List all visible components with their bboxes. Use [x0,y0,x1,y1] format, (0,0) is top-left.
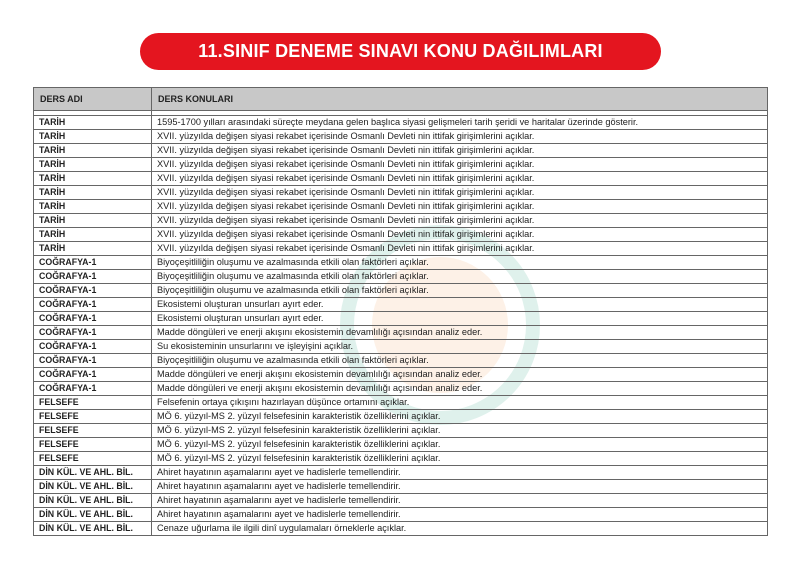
table-row [34,326,768,340]
topic-cell: Cenaze uğurlama ile ilgili dinî uygulamaları örneklerle açıklar. [152,522,768,536]
table-row [34,508,768,522]
topic-cell: XVII. yüzyılda değişen siyasi rekabet içerisinde Osmanlı Devleti nin ittifak girişimlerini açıklar. [152,200,768,214]
subject-cell: COĞRAFYA-1 [34,326,152,340]
topic-cell: MÖ 6. yüzyıl-MS 2. yüzyıl felsefesinin karakteristik özelliklerini açıklar. [152,424,768,438]
table-row [34,340,768,354]
table-row [34,298,768,312]
subject-cell: COĞRAFYA-1 [34,298,152,312]
table-row [34,312,768,326]
header-ders-konulari: DERS KONULARI [152,88,768,111]
topic-cell: Madde döngüleri ve enerji akışını ekosistemin devamlılığı açısından analiz eder. [152,326,768,340]
table-row [34,368,768,382]
table-row [34,200,768,214]
subject-cell: FELSEFE [34,410,152,424]
subject-cell: TARİH [34,144,152,158]
table-row [34,144,768,158]
page-title: 11.SINIF DENEME SINAVI KONU DAĞILIMLARI [140,33,661,70]
topic-cell: MÖ 6. yüzyıl-MS 2. yüzyıl felsefesinin karakteristik özelliklerini açıklar. [152,438,768,452]
subject-cell: COĞRAFYA-1 [34,382,152,396]
subject-cell: COĞRAFYA-1 [34,354,152,368]
subject-cell: COĞRAFYA-1 [34,368,152,382]
topic-cell: Biyoçeşitliliğin oluşumu ve azalmasında etkili olan faktörleri açıklar. [152,256,768,270]
table-row [34,158,768,172]
subject-cell: COĞRAFYA-1 [34,312,152,326]
topic-cell: MÖ 6. yüzyıl-MS 2. yüzyıl felsefesinin karakteristik özelliklerini açıklar. [152,452,768,466]
subject-cell: TARİH [34,172,152,186]
topic-cell: Ahiret hayatının aşamalarını ayet ve hadislerle temellendirir. [152,508,768,522]
table-row [34,466,768,480]
table-row [34,522,768,536]
table-row [34,242,768,256]
topic-cell: Su ekosisteminin unsurlarını ve işleyişini açıklar. [152,340,768,354]
table-row [34,116,768,130]
topic-cell: 1595-1700 yılları arasındaki süreçte meydana gelen başlıca siyasi gelişmeleri tarih şeridi ve haritalar üzerinde gösterir. [152,116,768,130]
subject-cell: TARİH [34,130,152,144]
topics-table [33,87,768,536]
topic-cell: XVII. yüzyılda değişen siyasi rekabet içerisinde Osmanlı Devleti nin ittifak girişimlerini açıklar. [152,228,768,242]
table-header-row [34,88,768,111]
topic-cell: Ahiret hayatının aşamalarını ayet ve hadislerle temellendirir. [152,494,768,508]
subject-cell: DİN KÜL. VE AHL. BİL. [34,522,152,536]
table-row [34,382,768,396]
subject-cell: TARİH [34,116,152,130]
topic-cell: Ahiret hayatının aşamalarını ayet ve hadislerle temellendirir. [152,466,768,480]
subject-cell: DİN KÜL. VE AHL. BİL. [34,480,152,494]
subject-cell: COĞRAFYA-1 [34,340,152,354]
subject-cell: TARİH [34,214,152,228]
topic-cell: Madde döngüleri ve enerji akışını ekosistemin devamlılığı açısından analiz eder. [152,382,768,396]
subject-cell: DİN KÜL. VE AHL. BİL. [34,508,152,522]
subject-cell: TARİH [34,228,152,242]
topic-cell: MÖ 6. yüzyıl-MS 2. yüzyıl felsefesinin karakteristik özelliklerini açıklar. [152,410,768,424]
subject-cell: COĞRAFYA-1 [34,256,152,270]
topic-cell: Biyoçeşitliliğin oluşumu ve azalmasında etkili olan faktörleri açıklar. [152,270,768,284]
subject-cell: TARİH [34,186,152,200]
subject-cell: TARİH [34,242,152,256]
subject-cell: DİN KÜL. VE AHL. BİL. [34,466,152,480]
table-row [34,256,768,270]
topic-cell: Felsefenin ortaya çıkışını hazırlayan düşünce ortamını açıklar. [152,396,768,410]
table-row [34,130,768,144]
topic-cell: Ekosistemi oluşturan unsurları ayırt eder. [152,312,768,326]
table-row [34,494,768,508]
subject-cell: DİN KÜL. VE AHL. BİL. [34,494,152,508]
topic-cell: Biyoçeşitliliğin oluşumu ve azalmasında etkili olan faktörleri açıklar. [152,284,768,298]
subject-cell: FELSEFE [34,438,152,452]
subject-cell: FELSEFE [34,424,152,438]
table-row [34,186,768,200]
topic-cell: XVII. yüzyılda değişen siyasi rekabet içerisinde Osmanlı Devleti nin ittifak girişimlerini açıklar. [152,130,768,144]
topic-cell: XVII. yüzyılda değişen siyasi rekabet içerisinde Osmanlı Devleti nin ittifak girişimlerini açıklar. [152,214,768,228]
topic-cell: XVII. yüzyılda değişen siyasi rekabet içerisinde Osmanlı Devleti nin ittifak girişimlerini açıklar. [152,242,768,256]
topic-cell: XVII. yüzyılda değişen siyasi rekabet içerisinde Osmanlı Devleti nin ittifak girişimlerini açıklar. [152,144,768,158]
subject-cell: TARİH [34,158,152,172]
topic-cell: XVII. yüzyılda değişen siyasi rekabet içerisinde Osmanlı Devleti nin ittifak girişimlerini açıklar. [152,158,768,172]
table-row [34,228,768,242]
subject-cell: TARİH [34,200,152,214]
table-row [34,396,768,410]
subject-cell: FELSEFE [34,396,152,410]
topic-cell: Ahiret hayatının aşamalarını ayet ve hadislerle temellendirir. [152,480,768,494]
topic-cell: XVII. yüzyılda değişen siyasi rekabet içerisinde Osmanlı Devleti nin ittifak girişimlerini açıklar. [152,172,768,186]
topic-cell: Madde döngüleri ve enerji akışını ekosistemin devamlılığı açısından analiz eder. [152,368,768,382]
table-row [34,214,768,228]
topic-cell: XVII. yüzyılda değişen siyasi rekabet içerisinde Osmanlı Devleti nin ittifak girişimlerini açıklar. [152,186,768,200]
topic-cell: Biyoçeşitliliğin oluşumu ve azalmasında etkili olan faktörleri açıklar. [152,354,768,368]
subject-cell: FELSEFE [34,452,152,466]
topic-cell: Ekosistemi oluşturan unsurları ayırt eder. [152,298,768,312]
table-body [34,116,768,536]
subject-cell: COĞRAFYA-1 [34,284,152,298]
table-row [34,410,768,424]
table-row [34,424,768,438]
subject-cell: COĞRAFYA-1 [34,270,152,284]
table-row [34,172,768,186]
table-row [34,270,768,284]
table-row [34,452,768,466]
table-row [34,438,768,452]
table-row [34,354,768,368]
header-ders-adi: DERS ADI [34,88,152,111]
table-row [34,284,768,298]
table-row [34,480,768,494]
